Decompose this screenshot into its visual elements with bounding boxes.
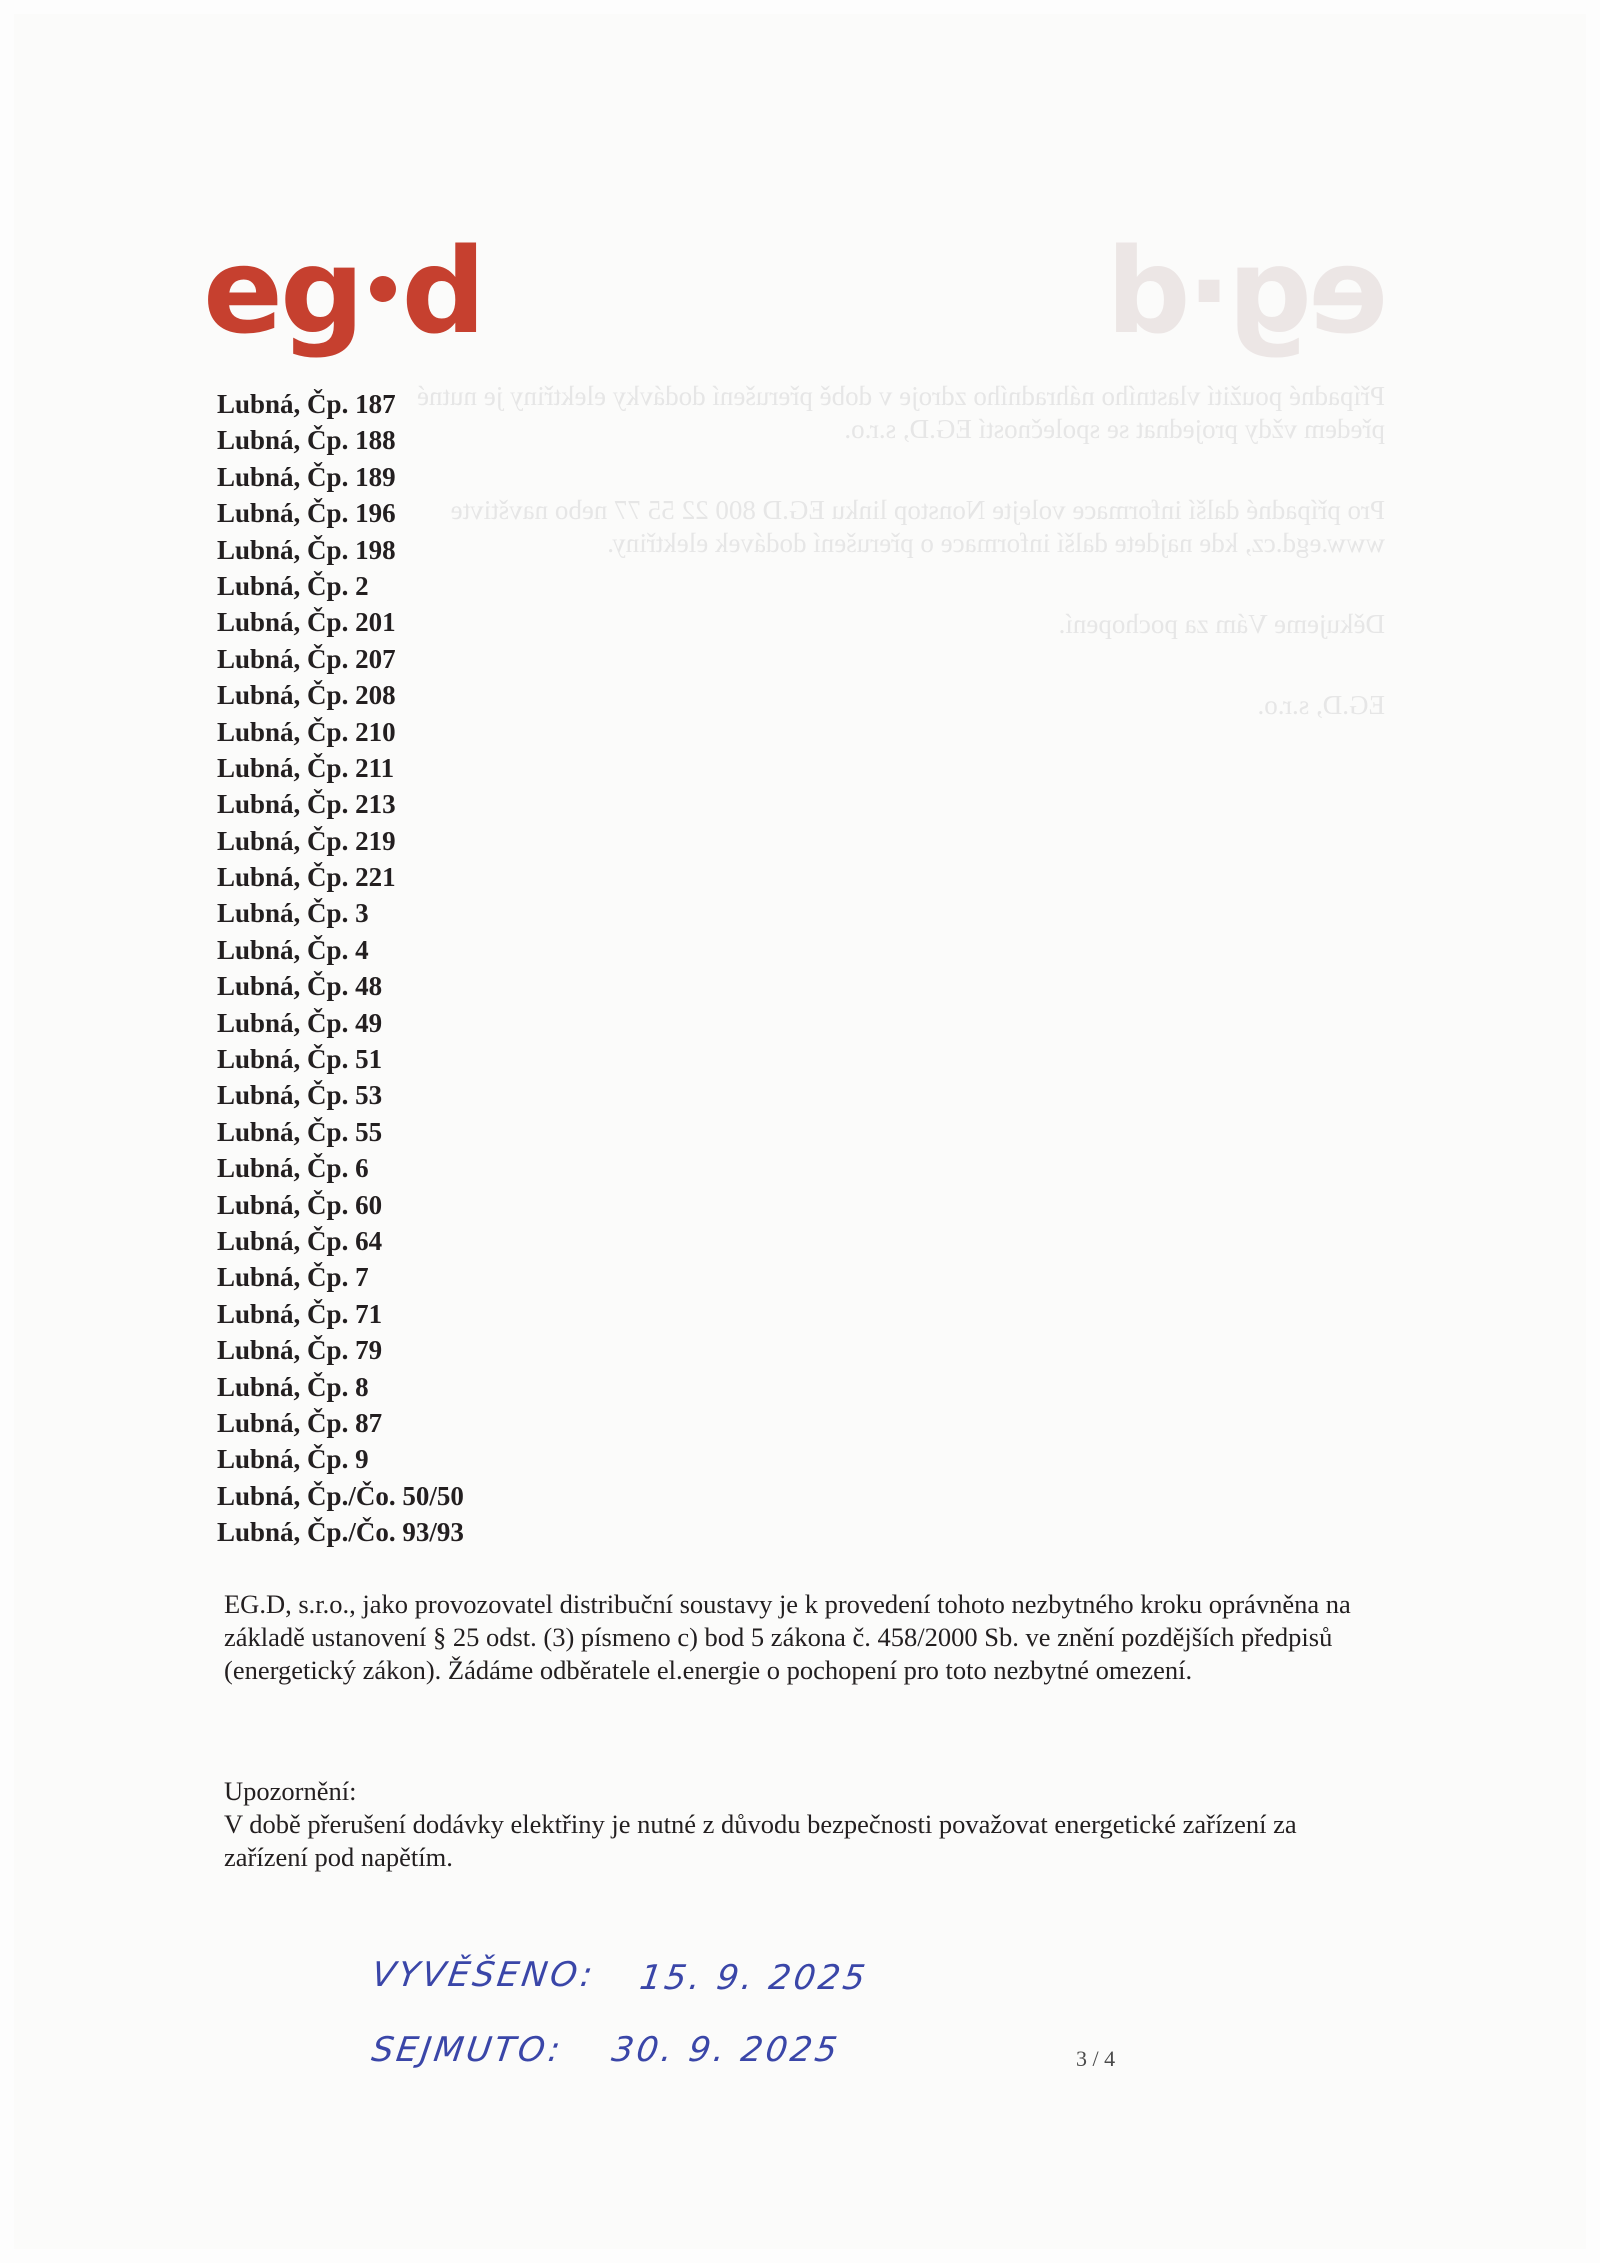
address-item: Lubná, Čp. 219 [217, 825, 396, 856]
address-item: Lubná, Čp. 196 [217, 498, 396, 529]
notice-heading: Upozornění: [224, 1776, 357, 1806]
address-item: Lubná, Čp. 201 [217, 607, 396, 638]
address-item: Lubná, Čp. 8 [217, 1371, 369, 1402]
address-item: Lubná, Čp. 48 [217, 971, 383, 1002]
address-item: Lubná, Čp. 211 [217, 752, 395, 783]
address-item: Lubná, Čp. 189 [217, 461, 396, 492]
bleed-through-logo: eg·d [1110, 222, 1388, 360]
handwritten-removed-date: 30. 9. 2025 [609, 2030, 843, 2070]
address-item: Lubná, Čp. 9 [217, 1444, 369, 1475]
address-item: Lubná, Čp. 207 [217, 643, 396, 674]
address-item: Lubná, Čp. 3 [217, 898, 369, 929]
logo-text-right: d [401, 222, 483, 360]
notice-body: V době přerušení dodávky elektřiny je nutné z důvodu bezpečnosti považovat energetické zařízení za zařízení pod napětím. [224, 1809, 1297, 1872]
address-item: Lubná, Čp. 64 [217, 1225, 383, 1256]
address-item: Lubná, Čp. 87 [217, 1407, 383, 1438]
address-item: Lubná, Čp. 53 [217, 1080, 383, 1111]
address-item: Lubná, Čp. 7 [217, 1262, 369, 1293]
handwritten-posted-label: VYVĚŠENO: [369, 1955, 598, 1995]
bleed-through-line: Případné použití vlastního náhradního zdroje v době přerušení dodávky elektřiny je nutné předem vždy projednat se společností EG.D, s.r.o. [417, 381, 1385, 444]
bleed-through-line: Pro případné další informace volejte Nonstop linku EG.D 800 22 55 77 nebo navštivte www.egd.cz, kde najdete další informace o přerušení dodávek elektřiny. [450, 495, 1385, 558]
bleed-through-line: Děkujeme Vám za pochopení. [1058, 609, 1385, 639]
address-item: Lubná, Čp. 188 [217, 425, 396, 456]
address-item: Lubná, Čp. 187 [217, 389, 396, 419]
address-item: Lubná, Čp. 55 [217, 1116, 383, 1147]
address-item: Lubná, Čp./Čo. 93/93 [217, 1517, 464, 1548]
address-item: Lubná, Čp. 60 [217, 1189, 383, 1220]
bleed-through-line: EG.D, s.r.o. [1257, 690, 1385, 720]
address-item: Lubná, Čp. 2 [217, 570, 369, 601]
legal-basis-paragraph: EG.D, s.r.o., jako provozovatel distribuční soustavy je k provedení tohoto nezbytného kroku oprávněna na základě ustanovení § 25 odst. (3) písmeno c) bod 5 zákona č. 458/2000 Sb. ve znění pozdějších předpisů (energetický zákon). Žádáme odběratele el.energie o pochopení pro toto nezbytné omezení. [224, 1589, 1351, 1685]
address-item: Lubná, Čp. 49 [217, 1007, 383, 1038]
address-item: Lubná, Čp. 71 [217, 1298, 383, 1329]
address-item: Lubná, Čp. 213 [217, 789, 396, 820]
affected-addresses-list [217, 386, 464, 1551]
logo-text-left: eg [203, 222, 362, 360]
address-item: Lubná, Čp. 79 [217, 1335, 383, 1366]
handwritten-removed-label: SEJMUTO: [369, 2030, 566, 2070]
page-number: 3 / 4 [1076, 2046, 1116, 2071]
address-item: Lubná, Čp. 210 [217, 716, 396, 747]
logo-dot-icon [370, 276, 396, 302]
address-item: Lubná, Čp. 221 [217, 862, 396, 893]
handwritten-posted-date: 15. 9. 2025 [637, 1958, 871, 1998]
address-item: Lubná, Čp. 4 [217, 934, 369, 965]
address-item: Lubná, Čp. 6 [217, 1153, 369, 1184]
address-item: Lubná, Čp./Čo. 50/50 [217, 1480, 464, 1511]
address-item: Lubná, Čp. 208 [217, 680, 396, 711]
egd-logo [203, 222, 483, 372]
address-item: Lubná, Čp. 198 [217, 534, 396, 565]
address-item: Lubná, Čp. 51 [217, 1044, 383, 1075]
